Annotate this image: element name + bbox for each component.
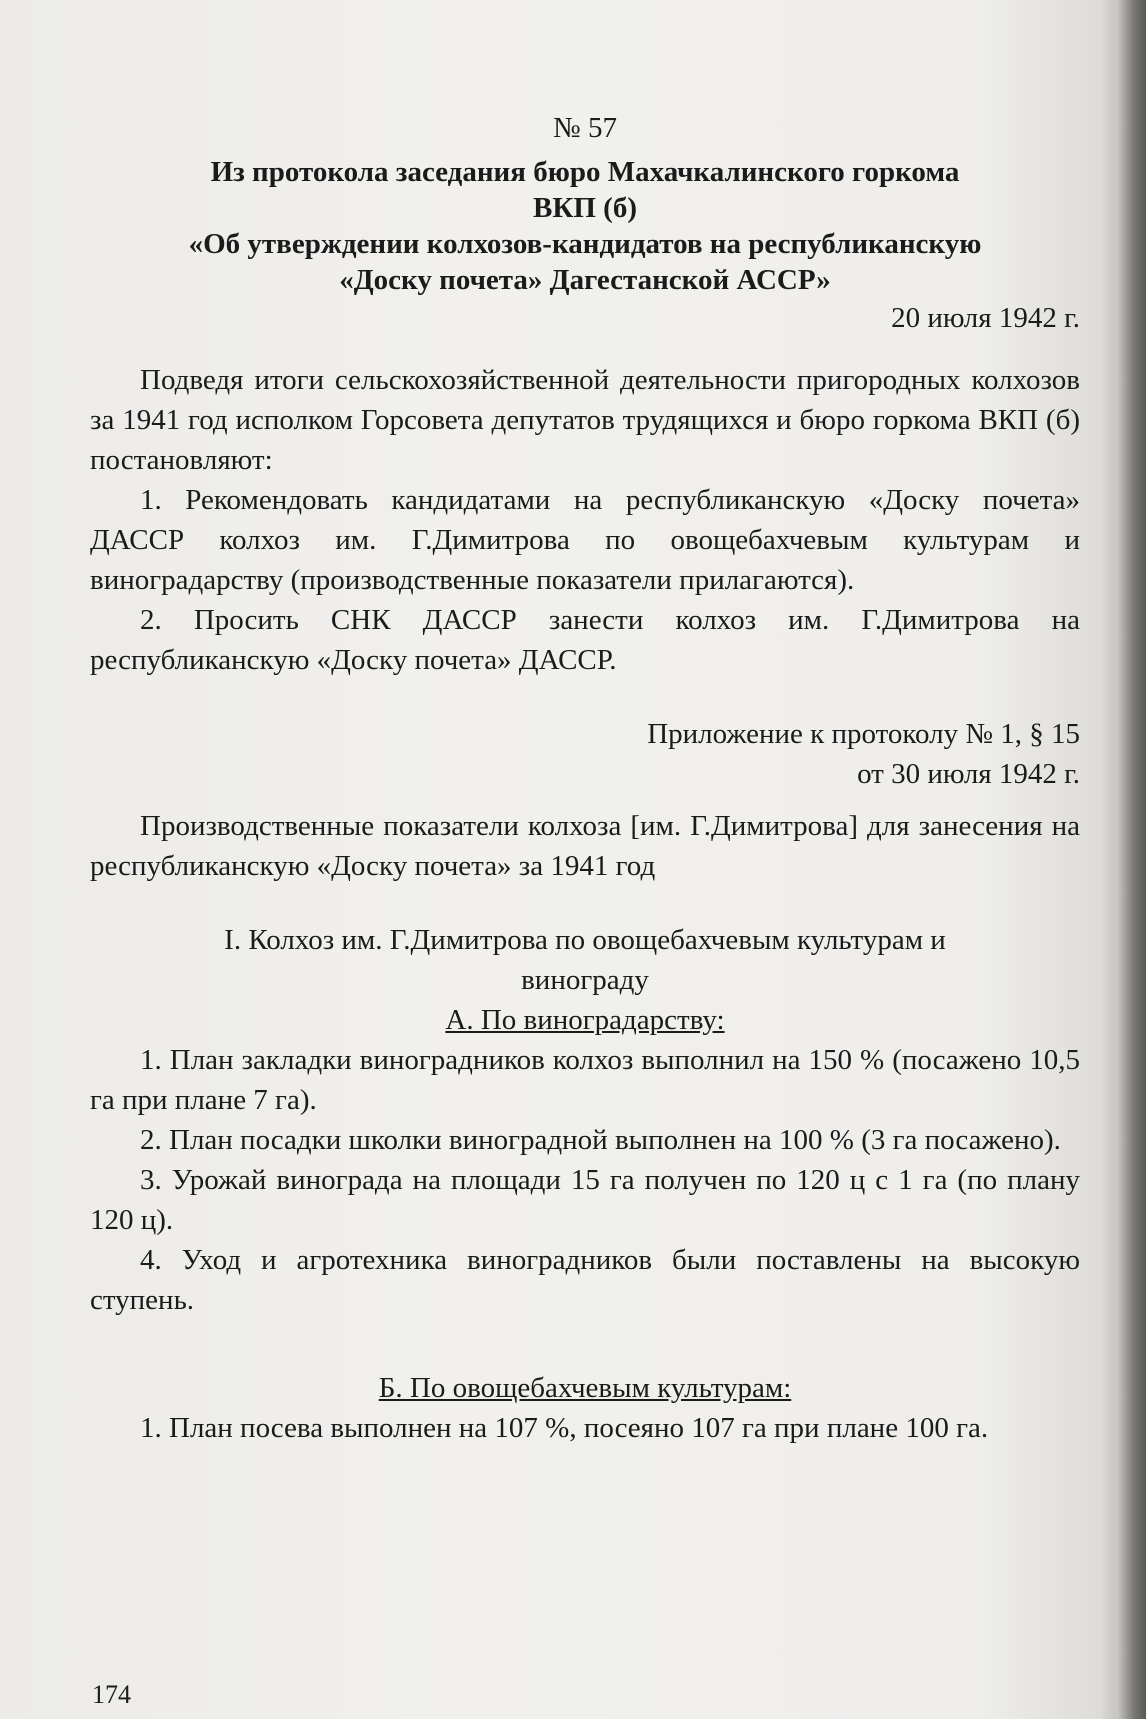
item-a-2: 2. План посадки школки виноградной выполнен на 100 % (3 га посажено). (140, 1124, 1061, 1156)
document-title-line-1: Из протокола заседания бюро Махачкалинского горкома (210, 156, 960, 188)
document-title-line-4: «Доску почета» Дагестанской АССР» (339, 264, 831, 296)
document-title-line-2: ВКП (б) (533, 192, 637, 224)
appendix-heading: Производственные показатели колхоза [им. Г.Димитрова] для занесения на республиканскую «Доску почета» за 1941 год (90, 810, 1080, 882)
subsection-b-heading (90, 1368, 1080, 1408)
subsection-a-heading (90, 1000, 1080, 1040)
document-body (90, 108, 1080, 1448)
paragraph-item-1: 1. Рекомендовать кандидатами на республиканскую «Доску почета» ДАССР колхоз им. Г.Димитрова по овощебахчевым культурам и виноградарству (производственные показатели прилагаются). (90, 484, 1080, 596)
item-a-1: 1. План закладки виноградников колхоз выполнил на 150 % (посажено 10,5 га при плане 7 га). (90, 1044, 1080, 1116)
document-title-line-3: «Об утверждении колхозов-кандидатов на республиканскую (188, 228, 982, 260)
item-b-1: 1. План посева выполнен на 107 %, посеяно 107 га при плане 100 га. (140, 1412, 989, 1444)
page-edge (1116, 0, 1146, 1719)
subsection-a-label: А. По виноградарству: (445, 1004, 725, 1036)
item-a-3: 3. Урожай винограда на площади 15 га получен по 120 ц с 1 га (по плану 120 ц). (90, 1164, 1080, 1236)
paragraph-item-2: 2. Просить СНК ДАССР занести колхоз им. Г.Димитрова на республиканскую «Доску почета» ДАССР. (90, 604, 1080, 676)
document-number: № 57 (553, 112, 617, 144)
subsection-b-label: Б. По овощебахчевым культурам: (378, 1372, 792, 1404)
section-1-heading-line-1: I. Колхоз им. Г.Димитрова по овощебахчевым культурам и (224, 924, 946, 956)
item-a-4: 4. Уход и агротехника виноградников были поставлены на высокую ступень. (90, 1244, 1080, 1316)
page-number: 174 (92, 1680, 131, 1709)
appendix-line-2: от 30 июля 1942 г. (857, 758, 1080, 790)
document-date: 20 июля 1942 г. (891, 302, 1080, 334)
section-1-heading-line-2: винограду (521, 964, 649, 996)
appendix-line-1: Приложение к протоколу № 1, § 15 (647, 718, 1080, 750)
paragraph-intro: Подведя итоги сельскохозяйственной деятельности пригородных колхозов за 1941 год исполком Горсовета депутатов трудящихся и бюро горкома ВКП (б) постановляют: (90, 364, 1080, 476)
